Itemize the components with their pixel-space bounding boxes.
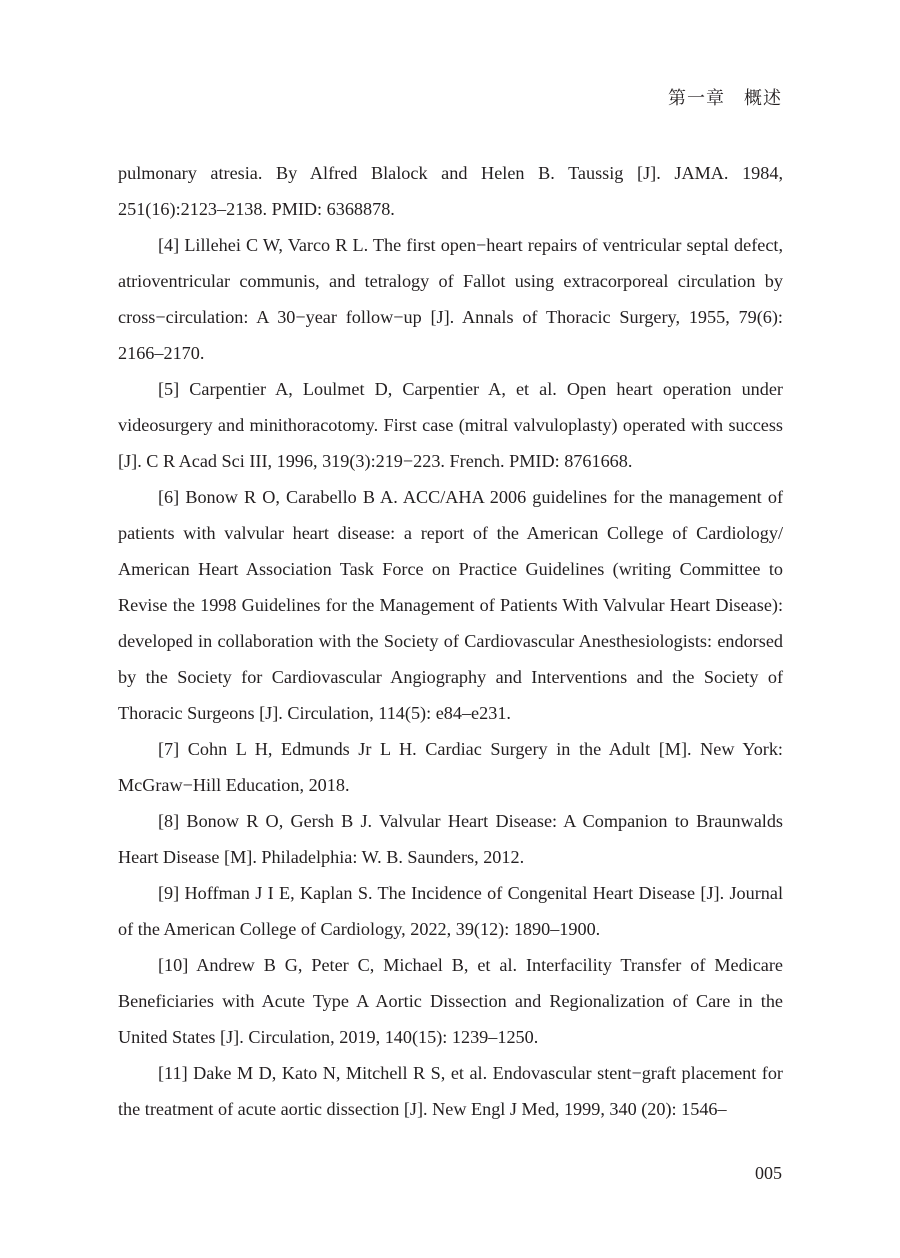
reference-item-6: [6] Bonow R O, Carabello B A. ACC/AHA 2006 guidelines for the management of patients with valvular heart disease: a report of the American College of Cardiology/ American Heart Association Task Force on Practice Guidelines (writing Committee to Revise the 1998 Guidelines for the Management of Patients With Valvular Heart Disease): developed in collaboration with the Society of Cardiovascular Anesthesiologists: endorsed by the Society for Cardiovascular Angiography and Interventions and the Society of Thoracic Surgeons [J]. Circulation, 114(5): e84–e231. [118,487,783,723]
reference-item-7: [7] Cohn L H, Edmunds Jr L H. Cardiac Surgery in the Adult [M]. New York: McGraw−Hill Education, 2018. [118,739,783,795]
reference-item-9: [9] Hoffman J I E, Kaplan S. The Incidence of Congenital Heart Disease [J]. Journal of the American College of Cardiology, 2022, 39(12): 1890–1900. [118,883,783,939]
reference-item-10: [10] Andrew B G, Peter C, Michael B, et al. Interfacility Transfer of Medicare Beneficiaries with Acute Type A Aortic Dissection and Regionalization of Care in the United States [J]. Circulation, 2019, 140(15): 1239–1250. [118,955,783,1047]
reference-item-8: [8] Bonow R O, Gersh B J. Valvular Heart Disease: A Companion to Braunwalds Heart Disease [M]. Philadelphia: W. B. Saunders, 2012. [118,811,783,867]
running-header: 第一章 概述 [668,88,782,108]
reference-item-5: [5] Carpentier A, Loulmet D, Carpentier A, et al. Open heart operation under videosurgery and minithoracotomy. First case (mitral valvuloplasty) operated with success [J]. C R Acad Sci III, 1996, 319(3):219−223. French. PMID: 8761668. [118,379,783,471]
reference-item-4: [4] Lillehei C W, Varco R L. The first open−heart repairs of ventricular septal defect, atrioventricular communis, and tetralogy of Fallot using extracorporeal circulation by cross−circulation: A 30−year follow−up [J]. Annals of Thoracic Surgery, 1955, 79(6): 2166–2170. [118,235,783,363]
reference-item-11: [11] Dake M D, Kato N, Mitchell R S, et al. Endovascular stent−graft placement for the treatment of acute aortic dissection [J]. New Engl J Med, 1999, 340 (20): 1546– [118,1063,783,1119]
reference-continued: pulmonary atresia. By Alfred Blalock and Helen B. Taussig [J]. JAMA. 1984, 251(16):2123–2138. PMID: 6368878. [118,163,783,219]
reference-list [118,155,783,1127]
page-number: 005 [755,1163,782,1183]
